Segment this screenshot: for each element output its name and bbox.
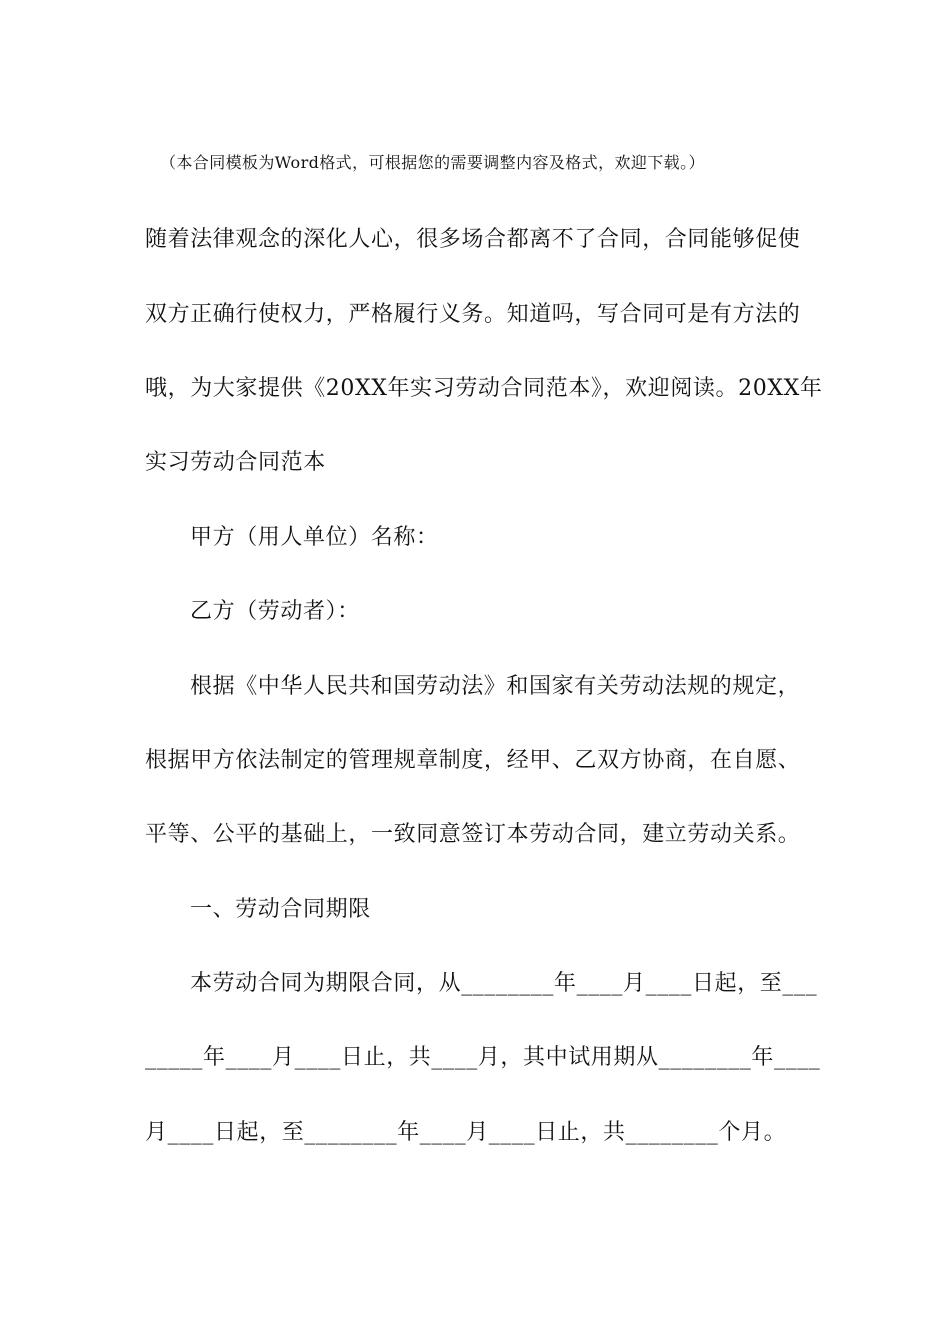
intro-line-2: 双方正确行使权力，严格履行义务。知道吗，写合同可是有方法的 <box>145 302 801 327</box>
term-line-2: _____年____月____日止，共____月，其中试用期从________年____ <box>145 1045 821 1070</box>
term-line-3: 月____日起，至________年____月____日止，共________个月。 <box>145 1120 787 1145</box>
term-line-1: 本劳动合同为期限合同，从________年____月____日起，至___ <box>190 971 818 996</box>
basis-line-2: 根据甲方依法制定的管理规章制度，经甲、乙双方协商，在自愿、 <box>145 748 801 773</box>
intro-line-1: 随着法律观念的深化人心，很多场合都离不了合同，合同能够促使 <box>145 227 801 252</box>
intro-line-4: 实习劳动合同范本 <box>145 450 326 475</box>
section-1-heading: 一、劳动合同期限 <box>190 897 371 922</box>
intro-line-3: 哦，为大家提供《20XX年实习劳动合同范本》，欢迎阅读。20XX年 <box>145 376 823 401</box>
party-a-label: 甲方（用人单位）名称： <box>190 525 439 550</box>
basis-line-1: 根据《中华人民共和国劳动法》和国家有关劳动法规的规定， <box>190 674 801 699</box>
party-b-label: 乙方（劳动者）： <box>190 599 360 624</box>
template-note: （本合同模板为Word格式，可根据您的需要调整内容及格式，欢迎下载。） <box>160 153 705 172</box>
basis-line-3: 平等、公平的基础上，一致同意签订本劳动合同，建立劳动关系。 <box>145 822 801 847</box>
